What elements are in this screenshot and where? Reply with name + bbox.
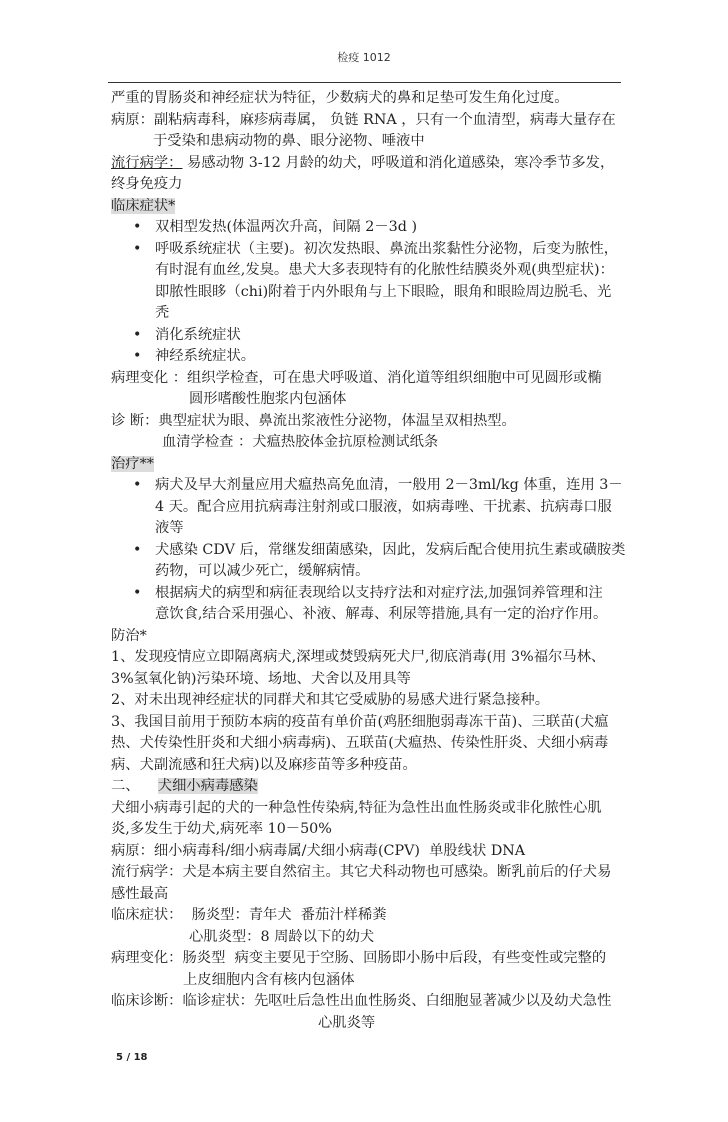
- line-text: 临床症状： 肠炎型：青年犬 番茄汁样稀粪: [111, 907, 387, 923]
- text-line: [111, 260, 623, 282]
- line-text: 1、发现疫情应立即隔离病犬,深埋或焚毁病死犬尸,彻底消毒(用 3%福尔马林、: [111, 649, 606, 665]
- line-text: 病、犬副流感和狂犬病)以及麻疹苗等多种疫苗。: [111, 756, 417, 773]
- text-line: [111, 454, 623, 476]
- line-text: 3%氢氧化钠)污染环境、场地、犬舍以及用具等: [111, 670, 411, 687]
- line-text: 神经系统症状。: [155, 348, 256, 364]
- line-text: 双相型发热(体温两次升高，间隔 2－3d ): [155, 219, 418, 235]
- line-text: 2、对未出现神经症状的同群犬和其它受威胁的易感犬进行紧急接种。: [111, 692, 549, 708]
- text-line: [111, 432, 623, 454]
- text-line: [111, 862, 623, 884]
- text-line: [111, 389, 623, 411]
- bullet-icon: •: [133, 541, 142, 558]
- line-text: 意饮食,结合采用强心、补液、解毒、利尿等措施,具有一定的治疗作用。: [155, 606, 608, 622]
- line-text: 圆形嗜酸性胞浆内包涵体: [189, 391, 347, 407]
- page-header: 检疫 1012: [337, 51, 391, 64]
- bullet-item: [111, 239, 623, 261]
- text-line: [111, 948, 623, 970]
- text-line: [111, 196, 623, 218]
- text-line: [111, 991, 623, 1013]
- text-line: [111, 110, 623, 132]
- line-text: 感性最高: [111, 885, 169, 902]
- line-text: 心肌炎等: [318, 1014, 376, 1031]
- document-body: [111, 88, 626, 1034]
- bullet-item: [111, 346, 623, 368]
- line-text: 心肌炎型：8 周龄以下的幼犬: [189, 928, 375, 945]
- text-line: [111, 927, 623, 949]
- bullet-icon: •: [133, 326, 142, 343]
- text-line: [111, 690, 623, 712]
- text-line: [111, 755, 623, 777]
- bullet-icon: •: [133, 240, 142, 257]
- text-line: [111, 303, 623, 325]
- text-line: [111, 518, 623, 540]
- line-text: 炎,多发生于幼犬,病死率 10－50%: [111, 821, 332, 837]
- line-text: 防治*: [111, 627, 147, 644]
- line-text: 3、我国目前用于预防本病的疫苗有单价苗(鸡胚细胞弱毒冻干苗)、三联苗(犬瘟: [111, 713, 609, 730]
- text-line: [111, 88, 623, 110]
- line-text: 流行病学：犬是本病主要自然宿主。其它犬科动物也可感染。断乳前后的仔犬易: [111, 864, 612, 880]
- header-rule: [108, 82, 621, 83]
- line-text: 严重的胃肠炎和神经症状为特征，少数病犬的鼻和足垫可发生角化过度。: [111, 90, 569, 106]
- text-line: [111, 669, 623, 691]
- bullet-icon: •: [133, 477, 142, 493]
- line-text: 有时混有血丝,发臭。患犬大多表现特有的化脓性结膜炎外观(典型症状)：: [155, 262, 614, 278]
- line-text: 液等: [155, 520, 184, 536]
- line-text: 终身免疫力: [111, 176, 183, 192]
- text-line: [111, 131, 623, 153]
- line-text: 上皮细胞内含有核内包涵体: [183, 971, 355, 988]
- line-text: 病犬及早大剂量应用犬瘟热高免血清，一般用 2－3ml/kg 体重，连用 3－: [155, 477, 623, 493]
- text-line: [111, 798, 623, 820]
- text-line: [111, 712, 623, 734]
- section-number: 二、: [111, 778, 158, 794]
- line-text: 于受染和患病动物的鼻、眼分泌物、唾液中: [153, 133, 425, 149]
- text-line: [111, 905, 623, 927]
- text-line: [111, 970, 623, 992]
- text-line: [111, 174, 623, 196]
- line-text: 呼吸系统症状（主要)。初次发热眼、鼻流出浆黏性分泌物，后变为脓性，: [155, 240, 619, 257]
- section-heading: 犬细小病毒感染: [157, 778, 258, 794]
- line-text: 4 天。配合应用抗病毒注射剂或口服液，如病毒唑、干扰素、抗病毒口服: [155, 498, 612, 515]
- line-text: 根据病犬的病型和病征表现给以支持疗法和对症疗法,加强饲养管理和注: [155, 584, 603, 601]
- bullet-icon: •: [133, 584, 142, 601]
- line-text: 易感动物 3-12 月龄的幼犬，呼吸道和消化道感染，寒冷季节多发，: [182, 154, 615, 171]
- page-number: 5 / 18: [116, 1052, 148, 1063]
- text-line: [111, 282, 623, 304]
- section-heading: 临床症状*: [111, 197, 176, 214]
- line-text: 犬感染 CDV 后，常继发细菌感染，因此，发病后配合使用抗生素或磺胺类: [155, 541, 626, 558]
- line-text: 病原：细小病毒科/细小病毒属/犬细小病毒(CPV) 单股线状 DNA: [111, 842, 526, 859]
- line-text: 热、犬传染性肝炎和犬细小病毒病)、五联苗(犬瘟热、传染性肝炎、犬细小病毒: [111, 735, 609, 751]
- section-heading: 治疗**: [111, 455, 154, 472]
- underlined-label: 流行病学：: [111, 154, 183, 171]
- line-text: 临床诊断：临诊症状：先呕吐后急性出血性肠炎、白细胞显著减少以及幼犬急性: [111, 993, 612, 1009]
- line-text: 消化系统症状: [155, 326, 241, 343]
- bullet-icon: •: [133, 348, 142, 364]
- bullet-item: [111, 325, 623, 347]
- line-text: 病理变化：肠炎型 病变主要见于空肠、回肠即小肠中后段，有些变性或完整的: [111, 950, 607, 966]
- line-text: 秃: [155, 305, 170, 321]
- bullet-icon: •: [133, 219, 142, 235]
- text-line: [111, 153, 623, 175]
- text-line: [111, 626, 623, 648]
- line-text: 诊 断：典型症状为眼、鼻流出浆液性分泌物，体温呈双相热型。: [111, 412, 516, 429]
- line-text: 病原：副粘病毒科，麻疹病毒属， 负链 RNA ，只有一个血清型，病毒大量存在: [111, 111, 616, 128]
- text-line: [111, 647, 623, 669]
- text-line: [111, 368, 623, 390]
- text-line: [111, 884, 623, 906]
- line-text: 药物，可以减少死亡，缓解病情。: [155, 563, 370, 579]
- text-line: [111, 733, 623, 755]
- line-text: 病理变化 ：组织学检查，可在患犬呼吸道、消化道等组织细胞中可见圆形或椭: [111, 369, 602, 386]
- text-line: [111, 561, 623, 583]
- text-line: [111, 411, 623, 433]
- bullet-item: [111, 540, 626, 562]
- text-line: [111, 497, 623, 519]
- text-line: [111, 604, 623, 626]
- line-text: 即脓性眼眵（chi)附着于内外眼角与上下眼睑，眼角和眼睑周边脱毛、光: [155, 283, 612, 300]
- text-line: [111, 1013, 623, 1035]
- bullet-item: [111, 583, 623, 605]
- bullet-item: [111, 475, 623, 497]
- line-text: 犬细小病毒引起的犬的一种急性传染病,特征为急性出血性肠炎或非化脓性心肌: [111, 799, 602, 816]
- text-line: [111, 819, 623, 841]
- line-text: 血清学检查 ：犬瘟热胶体金抗原检测试纸条: [162, 434, 439, 450]
- bullet-item: [111, 217, 623, 239]
- text-line: [111, 776, 623, 798]
- text-line: [111, 841, 623, 863]
